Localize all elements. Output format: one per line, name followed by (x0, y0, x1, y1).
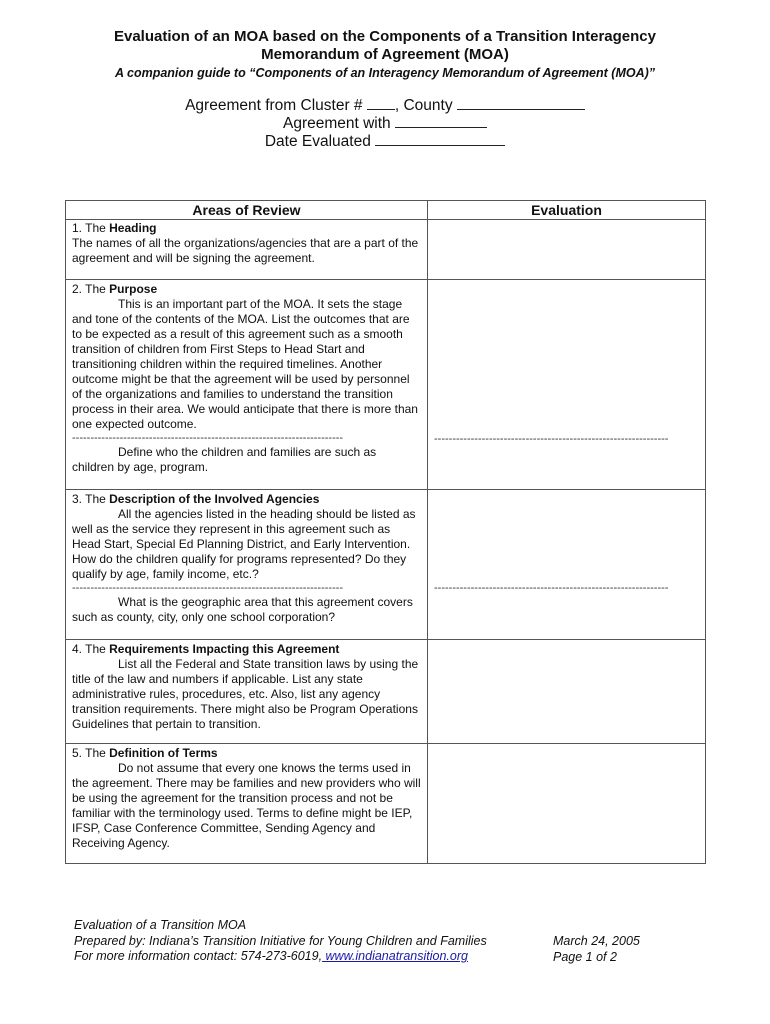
area-cell (66, 744, 428, 864)
area-separator: -------------------------------------------------------------------------- (72, 582, 344, 594)
area-cell (66, 280, 428, 490)
county-input[interactable] (457, 95, 585, 110)
document-title-line1: Evaluation of an MOA based on the Components of a Transition Interagency (113, 28, 656, 45)
footer-contact (74, 949, 487, 965)
cluster-input[interactable] (367, 95, 395, 110)
review-table (65, 200, 706, 864)
agreement-with-label: Agreement with (282, 115, 391, 132)
area-number: 4. The (72, 642, 110, 656)
area-title (72, 642, 421, 657)
area-description-2: What is the geographic area that this agreement covers such as county, city, only one school corporation? (72, 595, 413, 624)
evaluation-cell[interactable] (428, 490, 706, 640)
date-evaluated-input[interactable] (375, 131, 505, 146)
area-number: 5. The (72, 746, 110, 760)
footer-contact-text: For more information contact: 574-273-6019, (74, 949, 323, 963)
area-heading: Description of the Involved Agencies (109, 492, 320, 506)
area-cell (66, 220, 428, 280)
footer-left (74, 918, 487, 965)
evaluation-separator: ---------------------------------------------------------------- (434, 582, 669, 594)
table-header-row (66, 201, 706, 220)
footer-page-number: Page 1 of 2 (553, 949, 617, 964)
area-number: 3. The (72, 492, 110, 506)
area-title (72, 221, 421, 236)
area-number: 2. The (72, 282, 110, 296)
area-heading: Requirements Impacting this Agreement (109, 642, 340, 656)
evaluation-cell[interactable] (428, 744, 706, 864)
cluster-label: Agreement from Cluster # (185, 97, 363, 114)
review-row-heading (66, 220, 706, 280)
document-title-line2: Memorandum of Agreement (MOA) (261, 46, 509, 63)
footer-right (553, 934, 640, 965)
area-description-2: Define who the children and families are such as children by age, program. (72, 445, 377, 474)
evaluation-cell[interactable] (428, 280, 706, 490)
footer-date: March 24, 2005 (553, 934, 640, 948)
area-title (72, 746, 421, 761)
area-cell (66, 490, 428, 640)
evaluation-header: Evaluation (428, 201, 706, 220)
area-heading: Definition of Terms (109, 746, 218, 760)
area-description: All the agencies listed in the heading should be listed as well as the service they represent in this agreement such as Head Start, Special Ed Planning District, and Early Intervention. How do the children qualify for programs represented? Do they qualify by age, family income, etc.? (72, 507, 416, 581)
areas-of-review-header: Areas of Review (66, 201, 428, 220)
review-row-requirements (66, 640, 706, 744)
evaluation-cell[interactable] (428, 220, 706, 280)
area-separator: -------------------------------------------------------------------------- (72, 432, 344, 444)
date-evaluated-line (0, 131, 770, 151)
area-heading: Heading (109, 221, 157, 235)
county-label: , County (394, 97, 453, 114)
area-cell (66, 640, 428, 744)
area-description: This is an important part of the MOA. It sets the stage and tone of the contents of the MOA. List the outcomes that are to be expected as a result of this agreement such as a smooth transition of children from First Steps to Head Start and transitioning children within the required timelines. Another outcome might be that the agreement will be used by personnel of the organizations and families to understand the transition process in their area. We would anticipate that there is more than one expected outcome. (72, 297, 418, 431)
review-row-terms (66, 744, 706, 864)
area-description: List all the Federal and State transition laws by using the title of the law and numbers if applicable. List any state administrative rules, procedures, etc. Also, list any agency transition requirements. There might also be Program Operations Guidelines that pertain to transition. (72, 657, 419, 731)
area-description: Do not assume that every one knows the terms used in the agreement. There may be families and new providers who will be using the agreement for the transition process and not be familiar with the terminology used. Terms to define might be IEP, IFSP, Case Conference Committee, Sending Agency and Receiving Agency. (72, 761, 421, 850)
agreement-with-line (0, 113, 770, 133)
review-row-agencies (66, 490, 706, 640)
area-number: 1. The (72, 221, 110, 235)
area-description: The names of all the organizations/agencies that are a part of the agreement and will be signing the agreement. (72, 236, 419, 265)
footer-title: Evaluation of a Transition MOA (74, 918, 247, 932)
review-row-purpose (66, 280, 706, 490)
cluster-county-line (0, 95, 770, 115)
area-title (72, 282, 421, 297)
footer-website-link[interactable]: www.indianatransition.org (322, 949, 468, 963)
agreement-with-input[interactable] (395, 113, 487, 128)
area-title (72, 492, 421, 507)
evaluation-separator: ---------------------------------------------------------------- (434, 433, 669, 445)
document-subtitle: A companion guide to “Components of an Interagency Memorandum of Agreement (MOA)” (114, 66, 656, 80)
date-evaluated-label: Date Evaluated (264, 133, 371, 150)
area-heading: Purpose (109, 282, 158, 296)
evaluation-cell[interactable] (428, 640, 706, 744)
footer-prepared-by: Prepared by: Indiana’s Transition Initiative for Young Children and Families (74, 933, 487, 948)
